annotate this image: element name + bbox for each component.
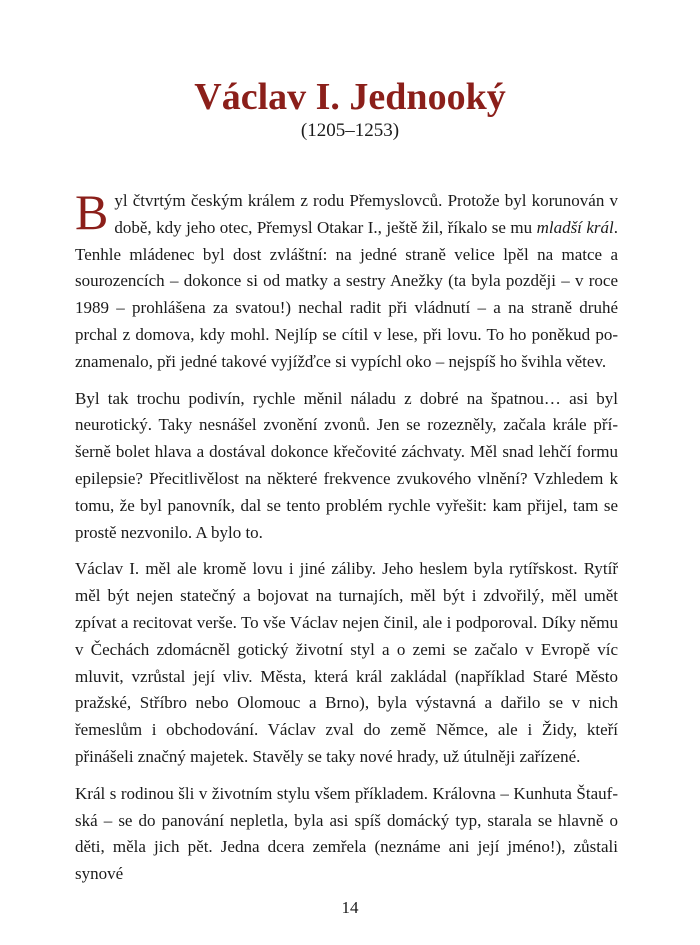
paragraph-1-text-b: . Tenhle mládenec byl dost zvláštní: na jedné straně velice lpěl na matce a sourozencích – dokonce si od matky a sestry Anežky (ta byla později – v roce 1989 – prohlášena za svatou!) nechal radit při vládnutí – a na straně druhé prchal z domova, kdy mohl. Nejlíp se cítil v lese, při lovu. To ho poněkud poznamenalo, při jedné takové vyjížďce si vypíchl oko – nejspíš ho švihla větev. [75, 217, 618, 371]
page-number: 14 [341, 898, 359, 917]
paragraph-3: Václav I. měl ale kromě lovu i jiné záliby. Jeho heslem byla rytířskost. Rytíř měl být nejen statečný a bojovat na turnajích, měl být i zdvořilý, měl umět zpívat a recitovat verše. To vše Václav nejen činil, ale i podporoval. Díky němu v Čechách zdomácněl gotický životní styl a o zemi se začalo v Evropě víc mluvit, vzrůstal její vliv. Města, která král zakládal (například Staré Město pražské, Stříbro nebo Olomouc a Brno), byla výstavná a dařilo se v nich řemeslům i obchodování. Václav zval do země Němce, ale i Židy, kteří přinášeli značný majetek. Stavěly se taky nové hrady, už útulněji zařízené. [75, 559, 618, 766]
chapter-body [75, 184, 618, 898]
chapter-title: Václav I. Jednooký [194, 76, 506, 118]
paragraph-1 [75, 184, 618, 376]
chapter-years: (1205–1253) [300, 120, 400, 141]
paragraph-4: Král s rodinou šli v životním stylu všem příkladem. Královna – Kunhuta Štaufská – se do panování nepletla, byla asi spíš domácký typ, starala se hlavně o děti, měla jich pět. Jedna dcera zemřela (neznáme ani její jméno!), zůstali synové [75, 783, 618, 884]
paragraph-2: Byl tak trochu podivín, rychle měnil náladu z dobré na špatnou… asi byl neurotický. Taky nesnášel zvonění zvonů. Jen se rozezněly, začala krále příšerně bolet hlava a dostával dokonce křečovité záchvaty. Měl snad lehčí formu epilepsie? Přecitlivělost na některé frekvence zvukového vlnění? Vzhledem k tomu, že byl panovník, dal se tento problém rychle vyřešit: kam přijel, tam se prostě nezvonilo. A bylo to. [75, 388, 618, 542]
drop-cap: B [75, 184, 109, 240]
paragraph-1-italic: mladší král [536, 217, 614, 237]
paragraph-1-text-a: yl čtvrtým českým králem z rodu Přemyslovců. Protože byl korunován v době, kdy jeho otec, Přemysl Otakar I., ještě žil, říkalo se mu [114, 191, 618, 237]
